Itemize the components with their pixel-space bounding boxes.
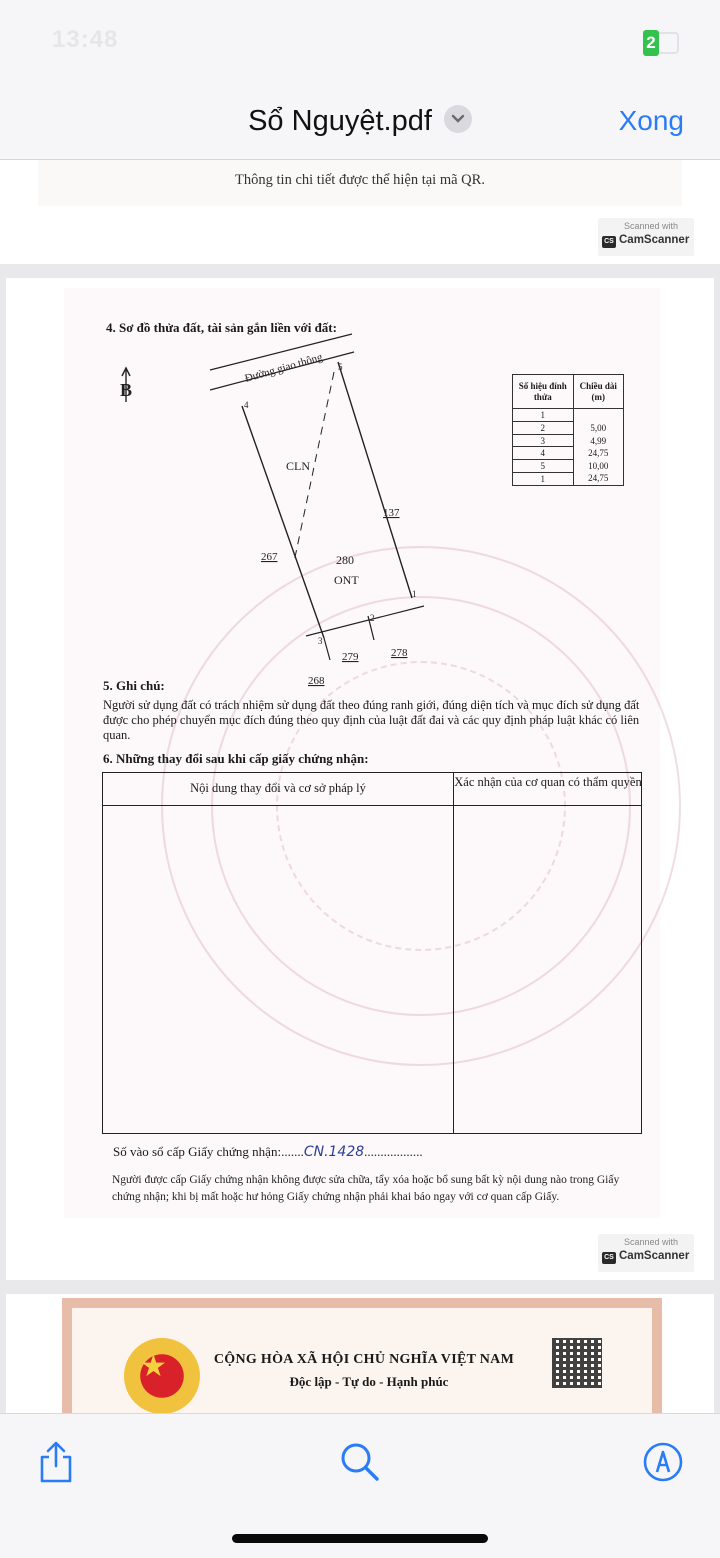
land-use-cln: CLN bbox=[286, 459, 310, 473]
neighbor-278: 278 bbox=[391, 647, 408, 659]
vertex-cell: 1 bbox=[513, 473, 574, 486]
search-button[interactable] bbox=[338, 1440, 378, 1484]
nav-bar bbox=[0, 84, 720, 160]
vertex-3: 3 bbox=[318, 636, 323, 646]
markup-button[interactable] bbox=[642, 1440, 682, 1484]
length-value: 4,99 bbox=[590, 435, 607, 446]
length-value: 5,00 bbox=[590, 423, 607, 433]
share-button[interactable] bbox=[36, 1440, 76, 1484]
north-symbol: B bbox=[120, 380, 133, 400]
pdf-page-1[interactable] bbox=[0, 160, 720, 264]
camscanner-watermark bbox=[598, 218, 694, 256]
camscanner-watermark bbox=[598, 1234, 694, 1272]
markup-icon bbox=[642, 1440, 684, 1484]
note-text: Người sử dụng đất có trách nhiệm sử dụng đất theo đúng ranh giới, đúng diện tích và mục đích sử dụng đất được cho phép chuyển mục đích đúng theo quy định của luật đất đai và các quy định pháp luật khác có liên quan. bbox=[103, 698, 640, 742]
neighbor-268: 268 bbox=[308, 675, 325, 687]
document-title-menu[interactable] bbox=[0, 104, 720, 138]
document-title: Sổ Nguyệt.pdf bbox=[248, 104, 432, 137]
search-icon bbox=[338, 1440, 382, 1484]
vertex-cell: 1 bbox=[513, 409, 574, 422]
length-value: 24,75 bbox=[588, 448, 609, 459]
camscanner-name: CamScanner bbox=[619, 234, 690, 246]
qr-code bbox=[552, 1338, 602, 1388]
vertex-cell: 5 bbox=[513, 460, 574, 473]
scanned-with-text: Scanned with bbox=[623, 221, 678, 231]
changes-col-content: Nội dung thay đổi và cơ sở pháp lý bbox=[190, 781, 366, 795]
edge-length-table bbox=[512, 374, 624, 486]
vertex-2: 2 bbox=[370, 613, 375, 623]
neighbor-137: 137 bbox=[383, 507, 400, 519]
home-indicator[interactable] bbox=[232, 1534, 488, 1543]
camscanner-name: CamScanner bbox=[619, 1250, 690, 1262]
camscanner-logo: CS bbox=[602, 236, 616, 248]
star-icon: ★ bbox=[140, 1350, 167, 1383]
neighbor-279: 279 bbox=[342, 651, 359, 663]
changes-col-confirmation: Xác nhận của cơ quan có thẩm quyền bbox=[454, 775, 642, 789]
certificate-footer-text: Người được cấp Giấy chứng nhận không được sửa chữa, tẩy xóa hoặc bổ sung bất kỳ nội dung nào trong Giấy chứng nhận; khi bị mất hoặc hư hỏng Giấy chứng nhận phải khai báo ngay với cơ quan cấp Giấy. bbox=[112, 1174, 620, 1203]
status-time: 13:48 bbox=[52, 26, 119, 53]
vertex-cell: 3 bbox=[513, 434, 574, 447]
changes-column-divider bbox=[453, 773, 454, 1133]
section-5-heading: 5. Ghi chú: bbox=[103, 678, 165, 693]
scanned-with-text: Scanned with bbox=[623, 1237, 678, 1247]
battery-outline bbox=[659, 32, 679, 54]
road-label: Đường giao thông bbox=[243, 351, 324, 385]
share-icon bbox=[36, 1440, 76, 1484]
done-button[interactable]: Xong bbox=[618, 105, 684, 136]
north-arrow-icon bbox=[120, 368, 132, 402]
length-value: 10,00 bbox=[588, 460, 609, 471]
vertex-1: 1 bbox=[412, 589, 417, 599]
register-label: Số vào sổ cấp Giấy chứng nhận: bbox=[113, 1144, 282, 1159]
table-header-length: Chiều dài (m) bbox=[573, 375, 623, 409]
neighbor-267: 267 bbox=[261, 551, 278, 563]
nation-motto: Độc lập - Tự do - Hạnh phúc bbox=[289, 1374, 449, 1389]
table-header-vertex: Số hiệu đỉnh thửa bbox=[513, 375, 574, 409]
pdf-page-3[interactable] bbox=[6, 1294, 714, 1414]
battery-icon: 2 bbox=[643, 30, 659, 56]
vertex-cell: 2 bbox=[513, 421, 574, 434]
chevron-down-icon[interactable] bbox=[444, 105, 472, 133]
vertex-cell: 4 bbox=[513, 447, 574, 460]
camscanner-logo: CS bbox=[602, 1252, 616, 1264]
vertex-5: 5 bbox=[338, 362, 343, 372]
vertex-4: 4 bbox=[244, 400, 249, 410]
register-number: CN.1428 bbox=[303, 1144, 365, 1160]
land-use-ont: ONT bbox=[334, 573, 359, 587]
status-bar bbox=[0, 0, 720, 84]
changes-header-divider bbox=[103, 805, 641, 806]
section-4-heading: 4. Sơ đồ thửa đất, tài sản gắn liền với đất: bbox=[106, 320, 337, 335]
nation-title: CỘNG HÒA XÃ HỘI CHỦ NGHĨA VIỆT NAM bbox=[213, 1352, 515, 1367]
section-6-heading: 6. Những thay đổi sau khi cấp giấy chứng nhận: bbox=[103, 751, 369, 766]
changes-table bbox=[102, 772, 642, 1134]
length-value: 24,75 bbox=[588, 473, 609, 484]
parcel-number: 280 bbox=[336, 553, 354, 567]
length-cell bbox=[573, 409, 623, 486]
pdf-page-2[interactable] bbox=[6, 278, 714, 1280]
register-line: Số vào sổ cấp Giấy chứng nhận:.......CN.1428.................. bbox=[113, 1144, 423, 1160]
qr-info-text: Thông tin chi tiết được thể hiện tại mã QR. bbox=[235, 172, 485, 188]
